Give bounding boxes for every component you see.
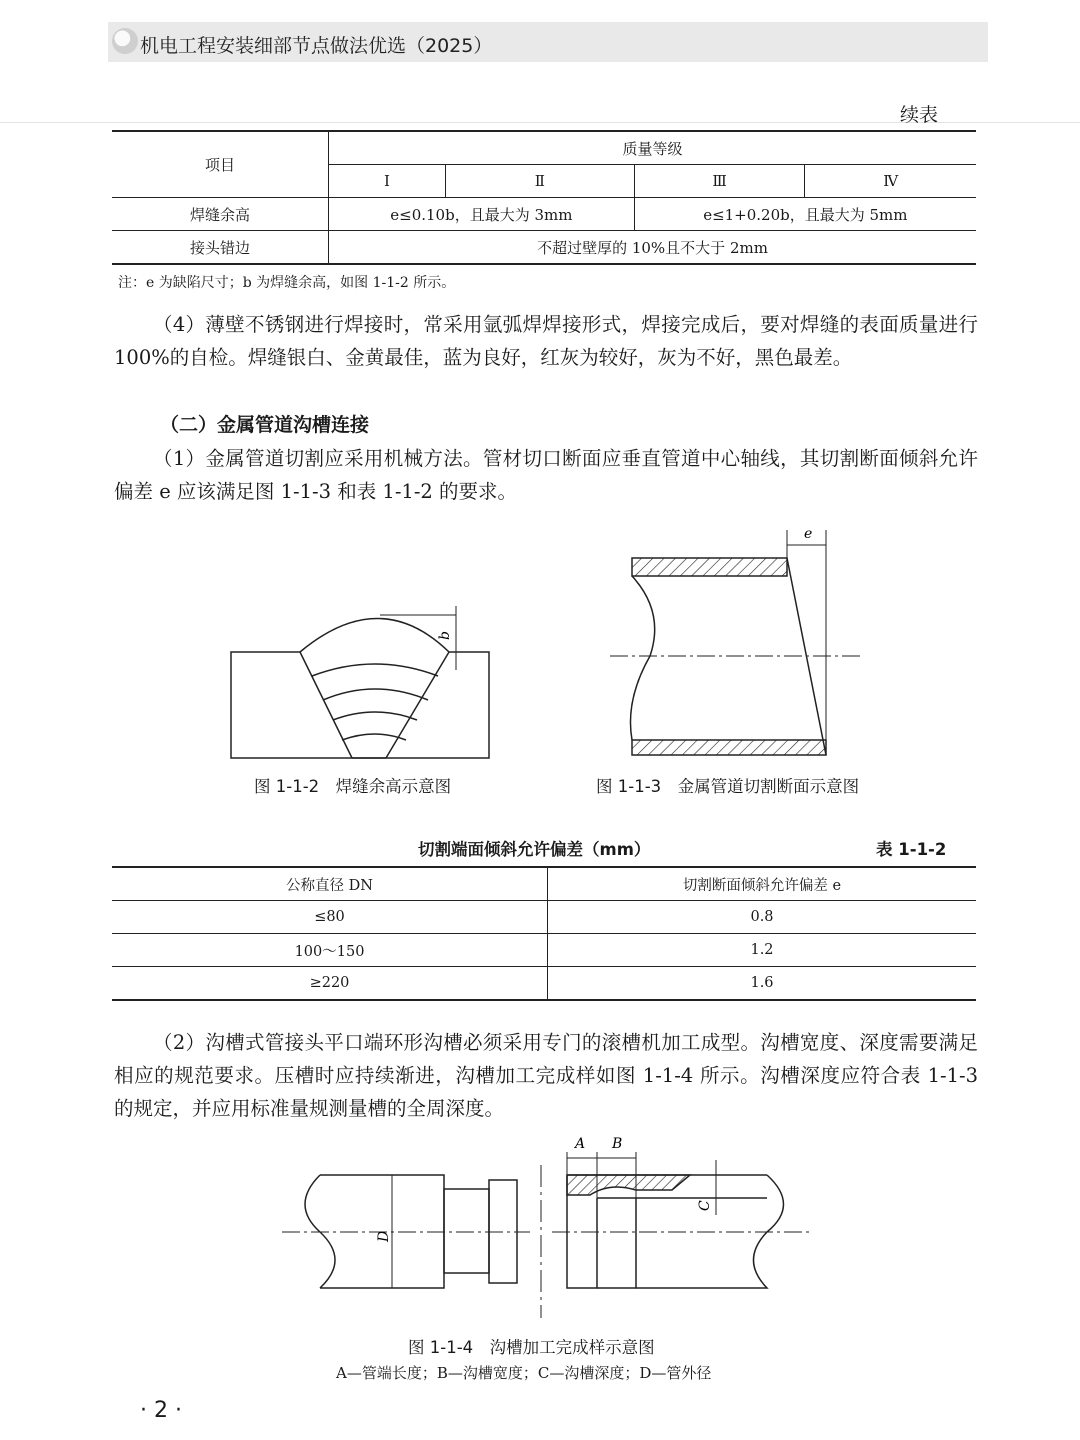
row-value-grade-1-2: e≤0.10b，且最大为 3mm xyxy=(329,198,635,231)
figure-1-1-4-caption: 图 1-1-4 沟槽加工完成样示意图 xyxy=(408,1338,655,1357)
figure-1-1-3-caption: 图 1-1-3 金属管道切割断面示意图 xyxy=(596,777,860,796)
grade-4: Ⅳ xyxy=(805,165,976,198)
row-value-all: 不超过壁厚的 10%且不大于 2mm xyxy=(329,231,977,265)
label-d: D xyxy=(376,1230,392,1242)
paragraph-b2: （2）沟槽式管接头平口端环形沟槽必须采用专门的滚槽机加工成型。沟槽宽度、深度需要满足相应的规范要求。压槽时应持续渐进，沟槽加工完成样如图 1-1-4 所示。沟槽深度应符合表 1-1-3 的规定，并应用标准量规测量槽的全周深度。 xyxy=(114,1031,978,1120)
row-name: 焊缝余高 xyxy=(112,198,329,231)
label-a: A xyxy=(575,1136,586,1152)
label-e: e xyxy=(804,526,813,542)
page-number: · 2 · xyxy=(140,1398,182,1423)
groove-section xyxy=(444,1189,489,1273)
grade-3: Ⅲ xyxy=(634,165,805,198)
cell-deviation: 1.6 xyxy=(548,967,977,1001)
cell-deviation: 1.2 xyxy=(548,934,977,967)
label-c: C xyxy=(697,1200,713,1211)
continued-label: 续表 xyxy=(899,104,938,126)
row-value-grade-3-4: e≤1+0.20b，且最大为 5mm xyxy=(634,198,976,231)
pipe-wall-hatch xyxy=(567,1175,690,1195)
table-note: 注：e 为缺陷尺寸；b 为焊缝余高，如图 1-1-2 所示。 xyxy=(118,275,456,291)
col-header-deviation: 切割断面倾斜允许偏差 e xyxy=(548,867,977,901)
cell-dn: ≥220 xyxy=(112,967,548,1001)
grade-2: Ⅱ xyxy=(445,165,634,198)
label-b: B xyxy=(612,1136,623,1152)
table-number: 表 1-1-2 xyxy=(876,840,947,859)
cell-dn: 100～150 xyxy=(112,934,548,967)
label-b: b xyxy=(437,631,453,640)
cell-deviation: 0.8 xyxy=(548,901,977,934)
groove-outline xyxy=(597,1198,636,1288)
figure-legend: A—管端长度；B—沟槽宽度；C—沟槽深度；D—管外径 xyxy=(336,1364,712,1382)
paragraph-4: （4）薄壁不锈钢进行焊接时，常采用氩弧焊焊接形式，焊接完成后，要对焊缝的表面质量进行 100%的自检。焊缝银白、金黄最佳，蓝为良好，红灰为较好，灰为不好，黑色最差。 xyxy=(114,313,978,369)
running-header-title: 机电工程安装细部节点做法优选（2025） xyxy=(140,35,493,57)
table-title: 切割端面倾斜允许偏差（mm） xyxy=(418,840,651,859)
col-item-header: 项目 xyxy=(112,131,329,198)
grade-1: Ⅰ xyxy=(329,165,446,198)
cell-dn: ≤80 xyxy=(112,901,548,934)
section-heading: （二）金属管道沟槽连接 xyxy=(160,414,370,436)
figure-1-1-2-caption: 图 1-1-2 焊缝余高示意图 xyxy=(254,777,452,796)
paragraph-b1: （1）金属管道切割应采用机械方法。管材切口断面应垂直管道中心轴线，其切割断面倾斜允许偏差 e 应该满足图 1-1-3 和表 1-1-2 的要求。 xyxy=(114,447,978,503)
col-grade-header: 质量等级 xyxy=(329,131,977,165)
col-header-dn: 公称直径 DN xyxy=(112,867,548,901)
row-name: 接头错边 xyxy=(112,231,329,265)
